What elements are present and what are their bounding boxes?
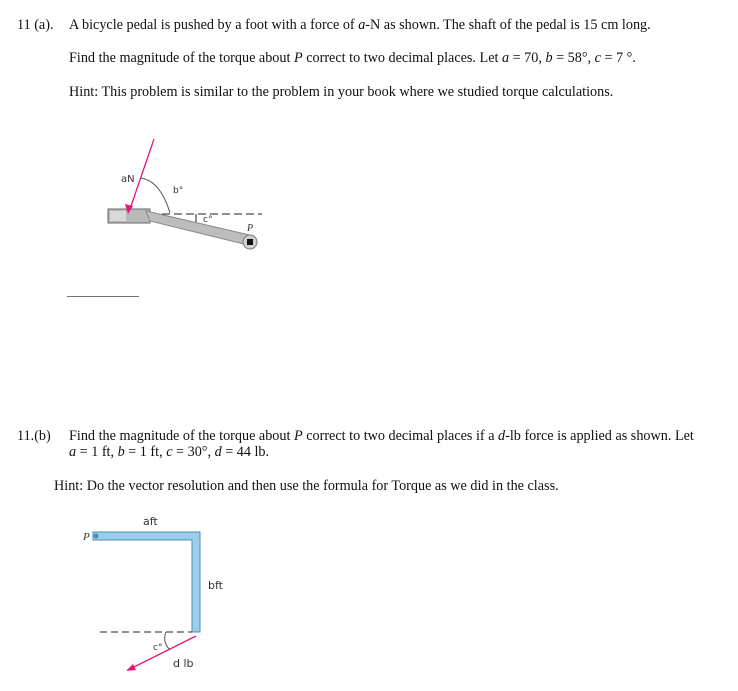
- question-11b-line2: a = 1 ft, b = 1 ft, c = 30°, d = 44 lb.: [69, 444, 270, 460]
- angle-b-arc: [140, 178, 170, 213]
- force-arrowhead-d: [126, 664, 136, 671]
- question-11b-hint: Hint: Do the vector resolution and then use the formula for Torque as we did in the class.: [54, 478, 559, 494]
- b-ft-label: bft: [208, 579, 223, 592]
- pedal-shaft: [146, 211, 254, 246]
- force-label-d: d lb: [173, 657, 194, 670]
- pedal-block-face: [110, 211, 126, 221]
- a-ft-label: aft: [143, 515, 158, 528]
- answer-blank: ____________: [67, 284, 139, 298]
- force-label-a: aN: [121, 174, 135, 185]
- question-11a-number: 11 (a).: [17, 17, 54, 33]
- question-11a-line2: Find the magnitude of the torque about P correct to two decimal places. Let a = 70, b = 58°, c = 7 °.: [69, 50, 636, 66]
- question-11a-line1: A bicycle pedal is pushed by a foot with a force of a-N as shown. The shaft of the pedal is 15 cm long.: [69, 17, 651, 33]
- bent-pipe: [93, 532, 200, 632]
- question-11b-line1: Find the magnitude of the torque about P correct to two decimal places if a d-lb force is applied as shown. Let: [69, 428, 694, 444]
- question-11a-hint: Hint: This problem is similar to the problem in your book where we studied torque calculations.: [69, 84, 614, 100]
- pivot-p-b: [94, 534, 99, 539]
- question-11b-number: 11.(b): [17, 428, 51, 444]
- angle-c-label: c°: [203, 215, 213, 225]
- point-p-label-a: P: [247, 223, 254, 234]
- pivot-p-center: [247, 239, 253, 245]
- angle-b-label: b°: [173, 186, 184, 196]
- angle-c-arc-b: [165, 632, 170, 650]
- angle-c-label-b: c°: [153, 643, 163, 653]
- point-p-label-b: P: [83, 531, 90, 543]
